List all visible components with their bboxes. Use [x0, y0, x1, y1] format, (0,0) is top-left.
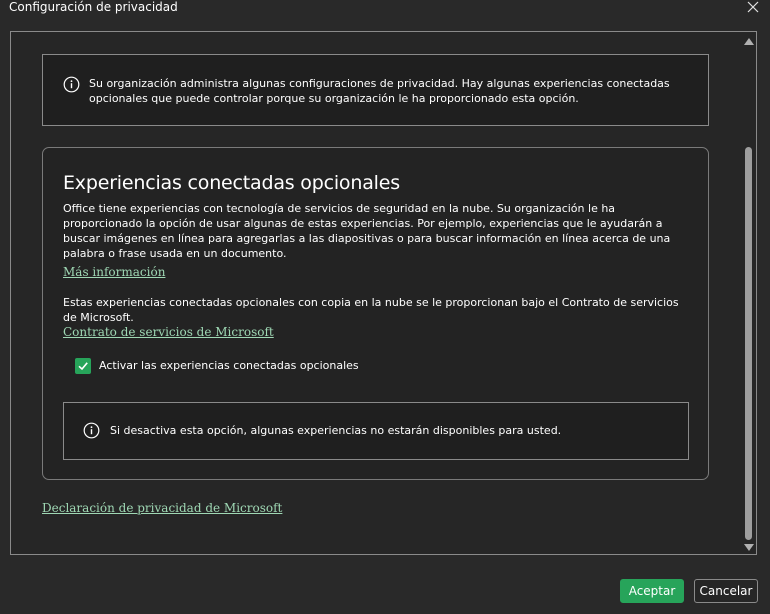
close-button[interactable] — [744, 0, 762, 16]
cancel-button[interactable]: Cancelar — [694, 579, 758, 603]
optional-experiences-checkbox[interactable] — [75, 358, 91, 374]
section-description: Office tiene experiencias con tecnología de servicios de seguridad en la nube. Su organización le ha proporcionado la opción de usar algunas de estas experiencias. Por ejemplo, experiencias que le ayudarán a buscar imágenes en línea para agregarlas a las diapositivas o para buscar información en línea acerca de una palabra o frase usada en un documento. — [63, 202, 671, 260]
window-title: Configuración de privacidad — [9, 0, 178, 14]
admin-notice-box — [42, 54, 709, 126]
accept-button[interactable]: Aceptar — [620, 579, 684, 603]
optional-experiences-card — [42, 147, 709, 480]
contract-text: Estas experiencias conectadas opcionales con copia en la nube se le proporcionan bajo el Contrato de servicios de Microsoft. — [63, 296, 679, 324]
privacy-statement-link[interactable]: Declaración de privacidad de Microsoft — [42, 501, 283, 515]
scroll-down-arrow-icon[interactable] — [744, 544, 754, 551]
settings-scroll-panel — [10, 31, 757, 555]
scroll-up-arrow-icon[interactable] — [744, 38, 754, 45]
title-bar — [0, 0, 770, 16]
warning-notice-box — [63, 402, 689, 460]
scroll-thumb[interactable] — [745, 147, 752, 540]
vertical-scrollbar[interactable] — [742, 32, 756, 554]
close-icon[interactable] — [744, 0, 762, 16]
section-heading: Experiencias conectadas opcionales — [63, 172, 400, 194]
services-agreement-link[interactable]: Contrato de servicios de Microsoft — [63, 325, 274, 339]
more-info-link[interactable]: Más información — [63, 265, 166, 279]
info-icon — [83, 422, 100, 439]
admin-notice-text: Su organización administra algunas configuraciones de privacidad. Hay algunas experiencias conectadas opcionales que puede controlar porque su organización le ha proporcionado esta opción. — [89, 77, 670, 105]
checkmark-icon — [77, 360, 89, 372]
checkbox-label[interactable]: Activar las experiencias conectadas opcionales — [99, 359, 359, 372]
warning-text: Si desactiva esta opción, algunas experiencias no estarán disponibles para usted. — [110, 424, 562, 437]
info-icon — [63, 76, 80, 93]
